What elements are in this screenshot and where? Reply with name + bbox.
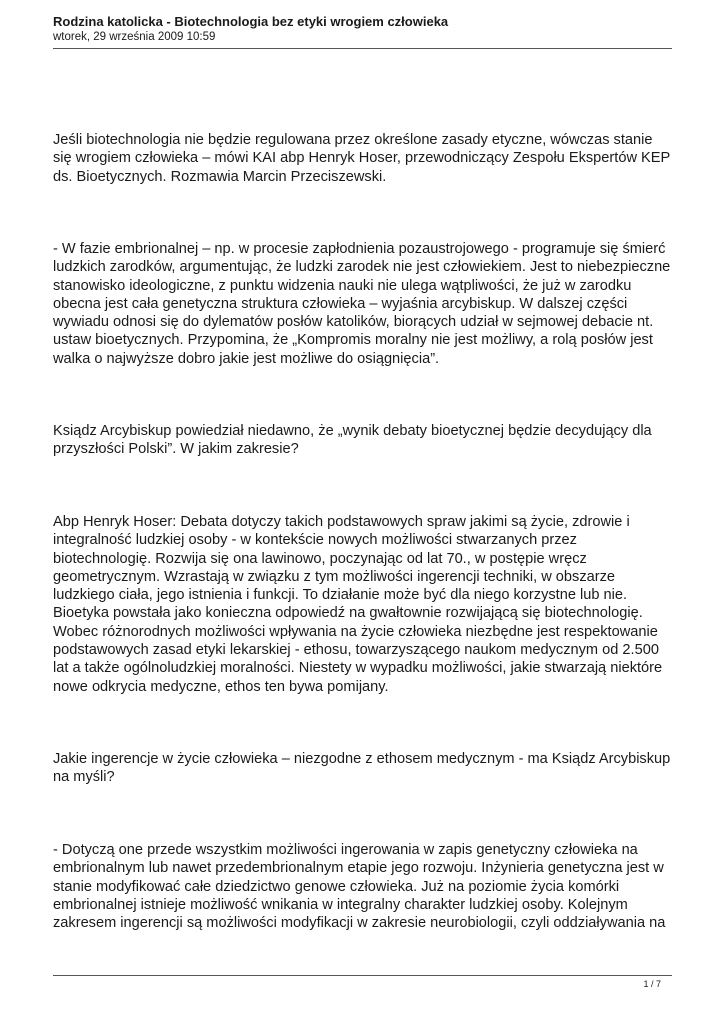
footer-divider [53, 975, 672, 976]
question-paragraph-1: Ksiądz Arcybiskup powiedział niedawno, że „wynik debaty bioetycznej będzie decydujący dla przyszłości Polski”. W jakim zakresie? [53, 423, 652, 458]
document-title: Rodzina katolicka - Biotechnologia bez etyki wrogiem człowieka [53, 14, 449, 29]
page-header [53, 14, 673, 45]
intro-paragraph: - W fazie embrionalnej – np. w procesie zapłodnienia pozaustrojowego - programuje się śmierć ludzkich zarodków, argumentując, że ludzki zarodek nie jest człowiekiem. Jest to niebezpieczne stanowisko ideologiczne, z punktu widzenia nauki nie ulega wątpliwości, że już w zarodku obecna jest cała genetyczna struktura człowieka – wyjaśnia arcybiskup. W dalszej części wywiadu odnosi się do dylematów posłów katolików, biorących udział w sejmowej debacie nt. ustaw bioetycznych. Przypomina, że „Kompromis moralny nie jest możliwy, a rolą posłów jest walka o najwyższe dobro jakie jest możliwe do osiągnięcia”. [53, 241, 671, 367]
header-divider [53, 48, 672, 49]
answer-paragraph-2: - Dotyczą one przede wszystkim możliwości ingerowania w zapis genetyczny człowieka na embrionalnym lub nawet przedembrionalnym etapie jego rozwoju. Inżynieria genetyczna jest w stanie modyfikować całe dziedzictwo genowe człowieka. Już na poziomie życia komórki embrionalnej istnieje możliwość wnikania w integralny charakter ludzkiej osoby. Kolejnym zakresem ingerencji są możliwości modyfikacji w zakresie neurobiologii, czyli oddziaływania na [53, 842, 666, 932]
document-date: wtorek, 29 września 2009 10:59 [53, 31, 216, 43]
lead-paragraph: Jeśli biotechnologia nie będzie regulowana przez określone zasady etyczne, wówczas stanie się wrogiem człowieka – mówi KAI abp Henryk Hoser, przewodniczący Zespołu Ekspertów KEP ds. Bioetycznych. Rozmawia Marcin Przeciszewski. [53, 132, 671, 185]
question-paragraph-2: Jakie ingerencje w życie człowieka – niezgodne z ethosem medycznym - ma Ksiądz Arcybiskup na myśli? [53, 751, 671, 786]
page-number: 1 / 7 [643, 979, 661, 989]
answer-paragraph-1: Abp Henryk Hoser: Debata dotyczy takich podstawowych spraw jakimi są życie, zdrowie i integralność ludzkiej osoby - w kontekście nowych możliwości stwarzanych przez biotechnologię. Rozwija się ona lawinowo, poczynając od lat 70., w postępie wręcz geometrycznym. Wzrastają w związku z tym możliwości ingerencji techniki, w obszarze ludzkiego ciała, jego istnienia i funkcji. To działanie może być dla niego korzystne lub nie. Bioetyka powstała jako konieczna odpowiedź na gwałtownie rozwijającą się biotechnologię. Wobec różnorodnych możliwości wpływania na życie człowieka niezbędne jest respektowanie podstawowych zasad etyki lekarskiej - ethosu, towarzyszącego naukom medycznym od 2.500 lat a także ogólnoludzkiej moralności. Niestety w wypadku możliwości, jakie stwarzają niektóre nowe odkrycia medyczne, ethos ten bywa pomijany. [53, 514, 663, 695]
